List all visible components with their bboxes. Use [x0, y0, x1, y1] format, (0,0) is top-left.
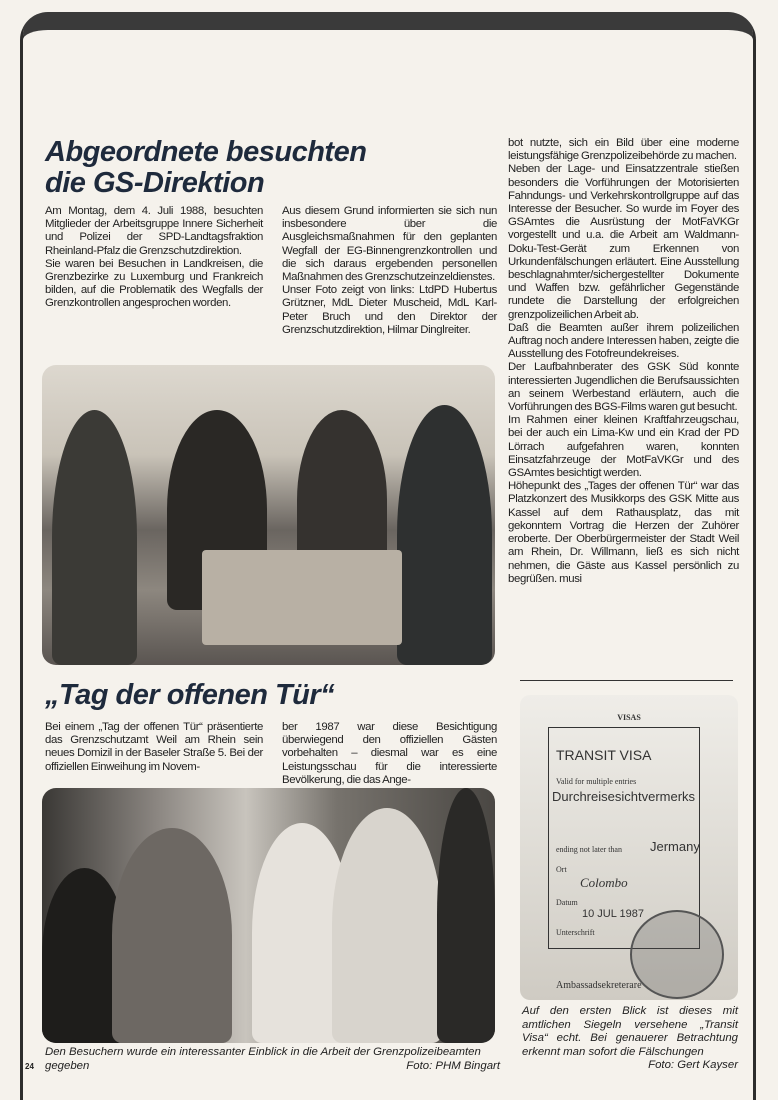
person-figure [52, 410, 137, 665]
visa-line: ending not later than [556, 845, 622, 854]
person-figure [112, 828, 232, 1043]
table [202, 550, 402, 645]
photo-visitors-caption [45, 1046, 500, 1073]
article1-headline [45, 137, 366, 199]
caption-text: Den Besuchern wurde ein interessanter Einblick in die Arbeit der Grenzpolizeibeamten gegeben [45, 1046, 481, 1072]
photo-meeting [42, 365, 495, 665]
paragraph: Der Laufbahnberater des GSK Süd konnte interessierten Jugendlichen die Berufsaussichten an seinem Werbestand erläutern, auch die Vorführungen des BGS-Films waren gut besucht. [508, 361, 739, 414]
paragraph: ber 1987 war diese Besichtigung überwiegend den offiziellen Gästen vorbehalten – diesmal war es eine Leistungsschau für die interessierte Bevölkerung, die das Ange- [282, 721, 497, 786]
paragraph: bot nutzte, sich ein Bild über eine moderne leistungsfähige Grenzpolizeibehörde zu machen. [508, 137, 739, 163]
visa-line: Durchreisesichtvermerks [552, 789, 696, 804]
headline-line: Abgeordnete besuchten [45, 136, 367, 168]
visa-label: Unterschrift [556, 928, 595, 937]
person-figure [397, 405, 492, 665]
paragraph: Höhepunkt des „Tages der offenen Tür“ war das Platzkonzert des Musikkorps des GSK Mitte aus Kassel auf dem Rathausplatz, das mit gekonntem Vortrag die Herzen der Zuhörer eroberte. Der Oberbürgermeister der Stadt Weil am Rhein, Dr. Willmann, ließ es sich nicht nehmen, die Gäste aus Kassel persönlich zu begrüßen. musi [508, 480, 739, 585]
paragraph: Bei einem „Tag der offenen Tür“ präsentierte das Grenzschutzamt Weil am Rhein sein neues Domizil in der Baseler Straße 5. Bei der offiziellen Einweihung im Novem- [45, 721, 263, 773]
photo-visitors [42, 788, 495, 1043]
article2-column-2 [282, 721, 497, 787]
article1-column-2 [282, 205, 497, 337]
paragraph: Am Montag, dem 4. Juli 1988, besuchten Mitglieder der Arbeitsgruppe Innere Sicherheit und Polizei der SPD-Landtagsfraktion Rheinland-Pfalz die Grenzschutzdirektion. [45, 205, 263, 257]
article2-column-3 [508, 137, 739, 586]
paragraph: Sie waren bei Besuchen in Landkreisen, die Grenzbezirke zu Luxemburg und Frankreich bilden, auf die Problematik des Wegfalls der Grenzkontrollen angesprochen worden. [45, 257, 263, 310]
visa-header: VISAS [617, 713, 641, 722]
visa-label: Ort [556, 865, 567, 874]
person-figure [437, 788, 495, 1043]
photo-credit: Foto: PHM Bingart [406, 1059, 500, 1072]
headline-line: die GS-Direktion [45, 167, 265, 199]
visa-date: 10 JUL 1987 [582, 908, 644, 920]
article2-column-1 [45, 721, 263, 774]
page-number: 24 [25, 1062, 34, 1071]
article2-headline: „Tag der offenen Tür“ [45, 679, 335, 711]
visa-document-image [520, 695, 738, 1000]
visa-country: Jermany [650, 839, 700, 854]
article1-column-1 [45, 205, 263, 311]
person-figure [332, 808, 442, 1043]
paragraph: Im Rahmen einer kleinen Kraftfahrzeugschau, bei der auch ein Lima-Kw und ein Krad der PD Lörrach aufgefahren waren, konnten Einsatzfahrzeuge der MotFaVKGr und des GSAmtes besichtigt werden. [508, 414, 739, 480]
divider [520, 680, 733, 681]
caption-text: Auf den ersten Blick ist dieses mit amtlichen Siegeln versehene „Transit Visa“ echt. Bei genauerer Betrachtung erkennt man sofort die Fälschungen [522, 1005, 738, 1058]
visa-title: TRANSIT VISA [556, 747, 652, 763]
visa-line: Valid for multiple entries [556, 777, 637, 786]
paragraph: Aus diesem Grund informierten sie sich nun insbesondere über die Ausgleichsmaßnahmen für den geplanten Wegfall der EG-Binnengrenzkontrollen und die sich daraus ergebenden personellen Maßnahmen des Grenzschutzeinzeldienstes. [282, 205, 497, 284]
visa-footer: Ambassadsekreterare [556, 980, 642, 991]
paragraph: Neben der Lage- und Einsatzzentrale stießen besonders die Vorführungen der Motorisierten Fahndungs- und Verkehrskontrollgruppe auf das Interesse der Besucher. So wurde im Foyer des GSAmtes die Ausrüstung der MotFaVKGr vorgestellt und u.a. die Arbeit am Waldmann-Doku-Test-Gerät zum Erkennen von Urkundenfälschungen erläutert. Eine Ausstellung beschlagnahmter/sichergestellter Dokumente und Waffen bzw. gefährlicher Gegenstände rundete die Darstellung der erfolgreichen grenzpolizeilichen Arbeit ab. [508, 163, 739, 321]
photo-credit: Foto: Gert Kayser [648, 1059, 738, 1072]
visa-place: Colombo [580, 875, 628, 890]
paragraph: Daß die Beamten außer ihrem polizeilichen Auftrag noch andere Interessen haben, zeigte die Ausstellung des Fotofreundekreises. [508, 321, 739, 361]
visa-label: Datum [556, 898, 578, 907]
paragraph: Unser Foto zeigt von links: LtdPD Hubertus Grützner, MdL Dieter Muscheid, MdL Karl-Peter Bruch und den Direktor der Grenzschutzdirektion, Hilmar Dinglreiter. [282, 284, 497, 336]
seal-stamp [630, 910, 724, 999]
visa-caption [522, 1005, 738, 1073]
